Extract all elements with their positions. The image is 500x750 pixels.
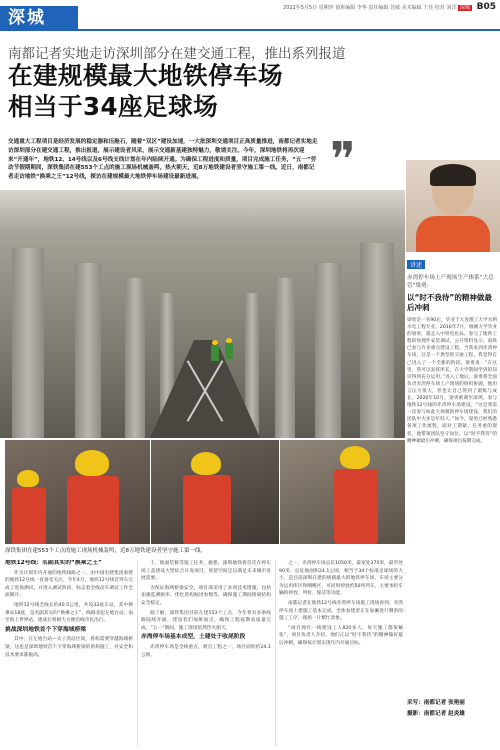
paragraph: 据了解，深铁集团目前在建553个工点，今年将有多条线路陆续开通，建设者们加班加点，确保工程按期高质量完成。“五一”期间，施工现场依然热火朝天。: [141, 610, 271, 631]
feature-body: 梁勇是一名90后，毕业于大连理工大学水利水电工程专业。2016年7月，刚刚大学毕业的梁勇，就走入中铁电化局。参与了地铁工程的预埋件安装调试、公开资料显示，南铁已参与许多重点建设工程。当我来到赤湾停车场，这是一个典型的交通工程，我觉得自己进入了一个全新的阶段。梁勇说：“在这里，我可以发挥所长，在大学期间学到的知识得到充分运用。”进入工地后，梁勇将全面负责赤湾停车场土产现场的组织协调，他坦言压力很大，但也让自己得到了锻炼与成长。2020年10月，梁勇被调至深圳，参与地铁12号线的赤湾停车场建设。“这是我第一次参与如此大规模的停车场建设，我们的团队中大多是年轻人。”如今，梁勇已经熟悉各项工作流程，面对工期紧、任务重的现状，他带领团队坚守岗位，以“时不我待”的精神做最后冲刺，确保项目按期完成。: [407, 318, 497, 444]
meta-badge: 深城: [459, 5, 470, 11]
paragraph: 地铁12号线全线长约40.5公里，共设33座车站，其中换乘站18座，是名副其实的“换乘之王”，线路北起左炮台站，南至海上世界站，建成后将极大方便沿线市民出行。: [5, 602, 133, 624]
paragraph: 南都记者在地铁12号线赤湾停车场施工现场看到，赤湾停车场土建施工基本完成，全体参建者正在加紧进行剩余的施工工序，现场一片繁忙景象。: [279, 600, 403, 622]
body-column-3: [279, 560, 403, 746]
paragraph: 为保证海域桥梁安全，项目部采用了多项技术措施，包括加强监测频率、优化盾构掘进参数等，确保施工期间桥梁结构安全稳定。: [141, 585, 271, 606]
credit-writer: 采写：南都记者 张艳丽: [407, 700, 465, 706]
page-header: [0, 0, 500, 30]
paragraph: 之一，赤湾停车场总长1050米，最宽处370米，最窄处90米，总征地面积24.1公顷，相当于34个标准足球场的大小，是目前深圳在建的规模最大的地铁停车场，车场主要分为运用库区和咽喉区，可同时停放约50列列车，主要承担车辆的停放、列检、保洁等功能。: [279, 561, 403, 597]
column-divider: [275, 560, 276, 746]
quote-mark-icon: ❞: [330, 132, 356, 188]
article-title: [8, 60, 492, 122]
body-column-1: [5, 560, 133, 746]
photo-caption: 深铁集团在建553个工点的施工现场机械轰鸣，近8万地铁建设者坚守施工第一线。: [5, 548, 206, 554]
subheading-1: 地铁12号线：名副其实的“换乘之王”: [5, 560, 102, 566]
column-divider: [137, 560, 138, 746]
article-lead: 交通重大工程项目是经济发展的稳定器和压舱石，随着“双区”建设加速，一大批深圳交通项目正高质量推进，南都记者实地走访深圳部分在建交通工程，推出报道，展示建设者风采，展示交通新基建独特魅力，敬请关注。今年，深圳地铁将再次迎来“开通年”，地铁12、14号线以及6号线支线计划在年内陆续开通。为确保工程进度和质量，项目完成施工任务，“五一”劳动节假期期间，深铁集团在建553个工点的施工现场机械轰鸣，热火朝天，近8万地铁建设者坚守施工第一线。近日，南都记者走访地铁“换乘之王”12号线，探访在建规模最大地铁停车场建设最新进展。: [8, 139, 318, 181]
page-number: B05: [476, 2, 496, 12]
header-rule: [0, 29, 500, 31]
paragraph: “项目现有一线建设工人820多人，每天施工都很紧张”，项目负责人介绍，他们正以“时不我待”的精神做好最后冲刺，确保按计划实现年内开通目标。: [279, 625, 403, 646]
credit-photo: 摄影：南都记者 赵炎雄: [407, 711, 465, 717]
subheading-2: 挑战深圳地铁首个下穿海域桥梁: [5, 626, 87, 633]
section-tag: 深城: [0, 6, 78, 30]
feature-label: 讲述: [407, 260, 425, 269]
paragraph: 作为计划年内开通的地铁线路之一，由中国电建集团承建的地铁12号线一直备受关注。今年4月，地铁12号线首列车完成了进场测试，并进入调试阶段，标志着全线动车调试工作全面铺开。: [5, 570, 133, 599]
paragraph: 土、地面装修等施工任务，据悉，深圳地铁将首次在停车场上盖建设大型综合开发项目，预留空间足以满足未来城市发展需要。: [141, 561, 271, 582]
right-column: [407, 252, 497, 717]
feature-headline: 以“时不我待”的精神做最后冲刺: [407, 293, 492, 312]
portrait-photo: [406, 160, 500, 252]
inset-photo-2: [151, 440, 279, 544]
article-kicker: 南都记者实地走访深圳部分在建交通工程，推出系列报道: [8, 46, 346, 62]
feature-subtitle: 赤湾停车场土产现场生产体系“大总管”梁勇：: [407, 275, 494, 289]
inset-photo-3: [280, 440, 405, 544]
body-column-2: [141, 560, 271, 746]
page-meta: [283, 4, 472, 11]
main-photo: [0, 190, 405, 438]
title-line-2: 相当于34座足球场: [8, 92, 219, 121]
subheading-3: 赤湾停车场基本成型，土建处于收尾阶段: [141, 634, 246, 641]
meta-text: 2022年5月5日 星期四 值班编辑 李华 责任编辑 苏敏 美术编辑 王佳 校对 刘洋: [282, 5, 457, 11]
paragraph: 赤湾停车场是全线重点、难点工程之一，场区面积约24.1公顷。: [141, 644, 271, 658]
paragraph: 其中，在左炮台站—太子湾站区间，盾构需要穿越海域桥梁，这也是深圳地铁首个下穿海域桥梁的盾构施工，对安全和技术要求都极高。: [5, 637, 133, 658]
title-line-1: 在建规模最大地铁停车场: [8, 61, 283, 90]
inset-photo-1: [5, 440, 150, 544]
